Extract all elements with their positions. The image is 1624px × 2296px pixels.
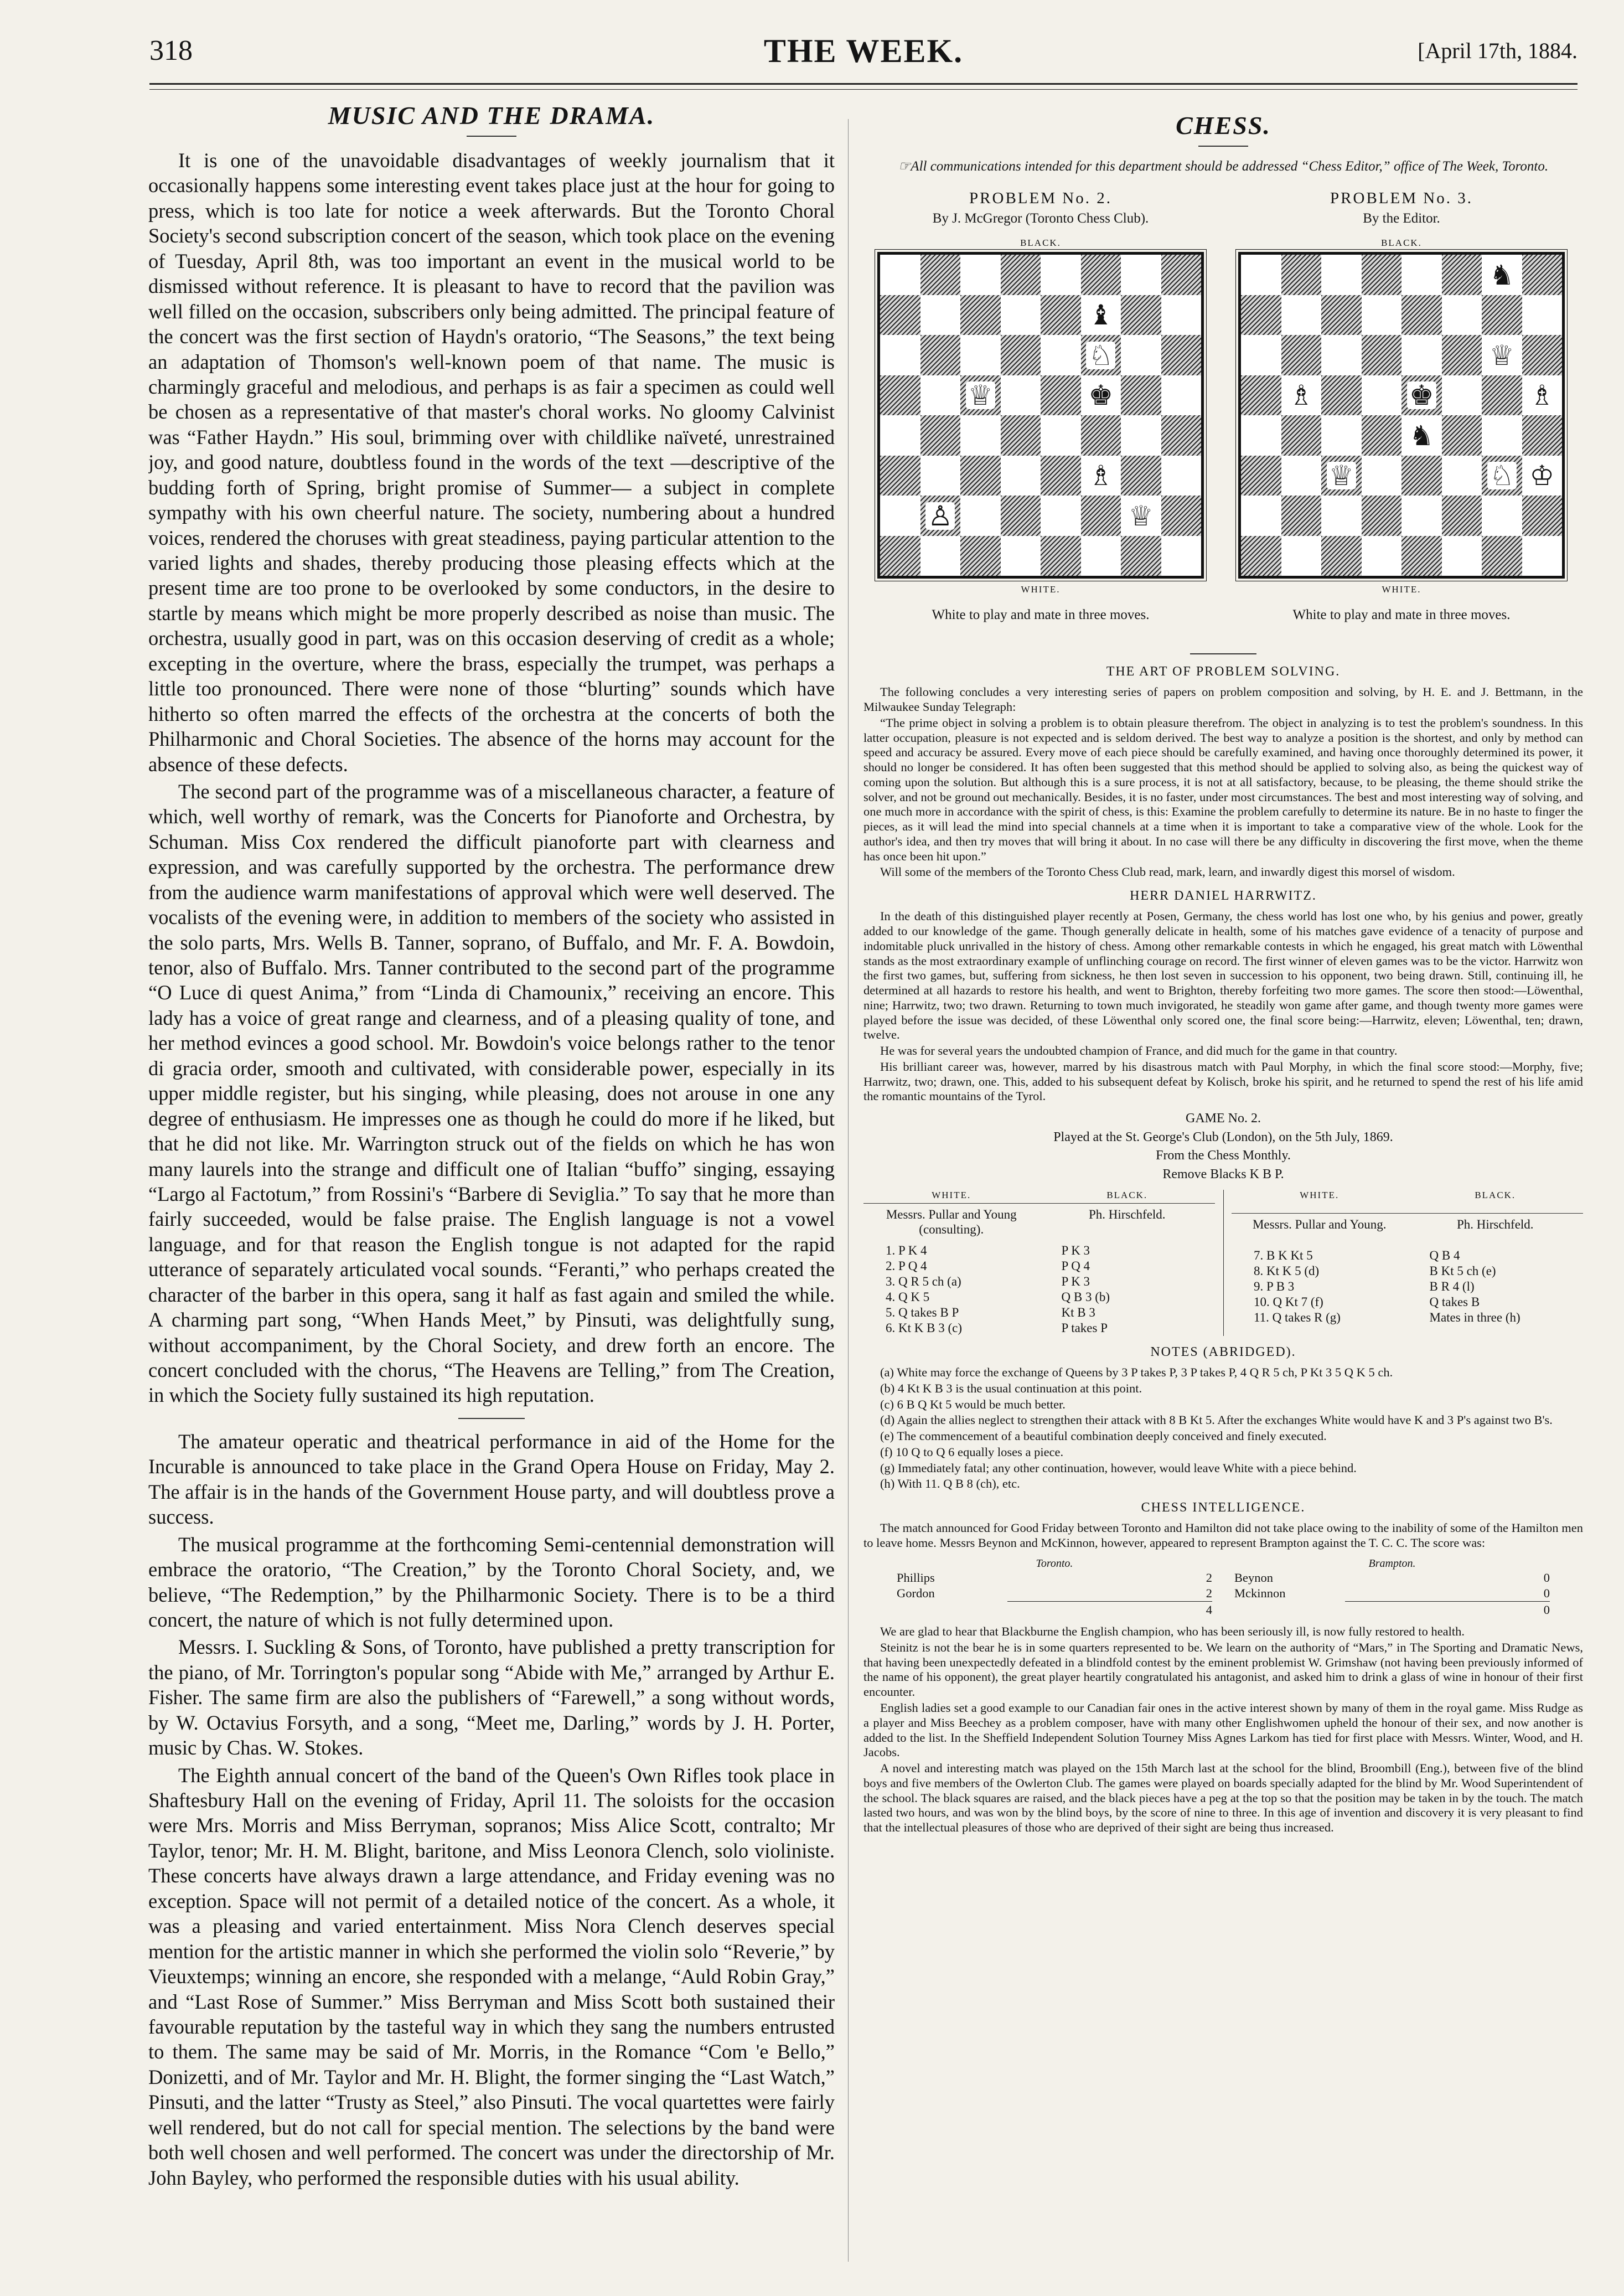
game-played: Played at the St. George's Club (London), on the 5th July, 1869. [1053, 1129, 1393, 1144]
board-square [1081, 295, 1121, 336]
board-square [1482, 536, 1522, 576]
player-score: 2 [1206, 1586, 1212, 1600]
move: 6. Kt K B 3 (c) [886, 1320, 962, 1335]
board-square [1362, 456, 1402, 496]
black-label: BLACK. [1381, 238, 1422, 249]
chess-piece-icon: ♝ [1086, 301, 1115, 329]
player-score: 2 [1206, 1570, 1212, 1585]
board-square [880, 536, 920, 576]
chess-piece-icon: ♘ [1086, 342, 1115, 369]
chess-piece-icon: ♔ [1527, 462, 1556, 489]
music-title: MUSIC AND THE DRAMA. [328, 101, 655, 130]
move: 2. P Q 4 [886, 1258, 927, 1273]
chess-piece-icon: ♞ [1407, 422, 1436, 450]
game-note: (c) 6 B Q Kt 5 would be much better. [880, 1397, 1066, 1411]
game-odds: Remove Blacks K B P. [1162, 1167, 1284, 1181]
chess-piece-icon: ♗ [1086, 462, 1115, 489]
board-square [1442, 456, 1482, 496]
black-player: Ph. Hirschfeld. [1088, 1207, 1166, 1221]
board-square [1321, 415, 1362, 456]
board-square [1281, 295, 1322, 336]
board-square [1121, 496, 1161, 536]
game-note: (a) White may force the exchange of Queens by 3 P takes P, 3 P takes P, 4 Q R 5 ch, P Kt 3 5 Q K 5 ch. [880, 1365, 1393, 1379]
game-score [863, 1190, 1583, 1336]
black-header: BLACK. [1408, 1190, 1584, 1214]
board-square [1161, 255, 1202, 295]
problem-author: By J. McGregor (Toronto Chess Club). [932, 211, 1149, 226]
issue-date: [April 17th, 1884. [1418, 38, 1578, 63]
move: 7. B K Kt 5 [1254, 1248, 1313, 1263]
board-square [920, 375, 961, 416]
chess-column [863, 111, 1583, 2259]
score-left [863, 1190, 1215, 1336]
section-rule [458, 1418, 525, 1419]
board-square [1522, 415, 1563, 456]
white-label: WHITE. [1021, 584, 1061, 595]
title-rule [467, 136, 516, 137]
move: 10. Q Kt 7 (f) [1254, 1295, 1323, 1309]
board-square [1482, 415, 1522, 456]
match-result [897, 1557, 1550, 1618]
game-note: (f) 10 Q to Q 6 equally loses a piece. [880, 1444, 1064, 1459]
board-square [1321, 295, 1362, 336]
board-square [1362, 536, 1402, 576]
board-square [1401, 456, 1442, 496]
move: 5. Q takes B P [886, 1305, 959, 1319]
problem-author: By the Editor. [1363, 211, 1440, 226]
board-square [1161, 415, 1202, 456]
art-paragraph: The following concludes a very interesting series of papers on problem composition and solving, by H. E. and J. Bettmann, in the Milwaukee Sunday Telegraph: [863, 685, 1583, 714]
board-square [1482, 295, 1522, 336]
music-paragraph: The second part of the programme was of a miscellaneous character, a feature of which, well worthy of remark, was the Concerts for Pianoforte and Orchestra, by Schuman. Miss Cox rendered the difficult pianoforte part with clearness and expression, and was carefully supported by the orchestra. The performance drew from the audience warm manifestations of approval which were well deserved. The vocalists of the evening were, in addition to members of the society who assisted in the solo parts, Mrs. Wells B. Tanner, soprano, of Buffalo, and Mr. F. A. Bowdoin, tenor, also of Buffalo. Mrs. Tanner contributed to the second part of the programme “O Luce di quest Anima,” from “Linda di Chamounix,” receiving an encore. This lady has a voice of great range and clearness, and of a pleasing quality of tone, and her method evinces a good school. Mr. Bowdoin's voice belongs rather to the tenor di gracia order, smooth and cultivated, with considerable power, especially in its upper middle register, but his singing, while pleasing, does not arouse in one any degree of enthusiasm. He impresses one as though he could do more if he liked, but that he did not like. Mr. Warrington struck out of the fields on which he has won many laurels into the strange and difficult one of Italian “buffo” singing, essaying “Largo al Factotum,” from Rossini's “Barbere di Seviglia.” To say that he more than fairly succeeded, would be false praise. The English language is not a vowel language, and for that reason the English tongue is not adapted for the rapid utterance of separately articulated vocal sounds. “Feranti,” who perhaps created the character of the barber in this opera, sang it half as fast again and smiled the while. A charming part song, “When Hands Meet,” by Pinsuti, was delightfully sung, without accompaniment, by the Choral Society, and drew forth an encore. The concert concluded with the chorus, “The Heavens are Telling,” from The Creation, in which the Society fully sustained its high reputation. [148, 780, 835, 1407]
brampton-result [1234, 1557, 1550, 1618]
board-square [1482, 375, 1522, 416]
game-title: GAME No. 2. [1186, 1111, 1261, 1126]
result-row [1234, 1570, 1550, 1586]
move: 9. P B 3 [1254, 1279, 1295, 1294]
board-square [1401, 496, 1442, 536]
board-square [1241, 295, 1281, 336]
board-square [1401, 375, 1442, 416]
white-header: WHITE. [1232, 1190, 1408, 1214]
board-square [1522, 295, 1563, 336]
board-square [1241, 536, 1281, 576]
player-name: Mckinnon [1234, 1586, 1286, 1600]
board-square [920, 456, 961, 496]
black-player: Ph. Hirschfeld. [1456, 1217, 1534, 1232]
move: 1. P K 4 [886, 1243, 927, 1257]
board-square [960, 496, 1001, 536]
black-header: BLACK. [1039, 1190, 1216, 1204]
game-note: (b) 4 Kt K B 3 is the usual continuation at this point. [880, 1381, 1142, 1395]
board-square [1161, 496, 1202, 536]
board-square [960, 335, 1001, 375]
intel-title: CHESS INTELLIGENCE. [1141, 1500, 1306, 1515]
game-note: (e) The commencement of a beautiful combination deeply conceived and finely executed. [880, 1429, 1327, 1443]
board-square [1041, 496, 1081, 536]
board-square [1081, 536, 1121, 576]
chess-piece-icon: ♕ [1487, 342, 1517, 369]
problems-area [863, 189, 1583, 643]
board-square [1362, 255, 1402, 295]
masthead-rule [149, 83, 1578, 90]
board-square [1281, 255, 1322, 295]
board-square [1482, 456, 1522, 496]
black-moves [1408, 1248, 1584, 1336]
board-square [920, 255, 961, 295]
harrwitz-paragraph: He was for several years the undoubted champion of France, and did much for the game in that country. [880, 1044, 1398, 1058]
board-square [1482, 496, 1522, 536]
board-square [1241, 335, 1281, 375]
board-square [1281, 456, 1322, 496]
board-square [1161, 456, 1202, 496]
editor-note: ☞All communications intended for this department should be addressed “Chess Editor,” office of The Week, Toronto. [898, 159, 1549, 174]
art-paragraph: Will some of the members of the Toronto Chess Club read, mark, learn, and inwardly digest this morsel of wisdom. [880, 865, 1455, 879]
masthead [149, 34, 1578, 79]
board-square [1041, 456, 1081, 496]
result-row [1234, 1586, 1550, 1601]
board-square [1241, 375, 1281, 416]
board-square [1161, 335, 1202, 375]
board-square [880, 335, 920, 375]
move: 3. Q R 5 ch (a) [886, 1274, 961, 1288]
chess-piece-icon: ♕ [1327, 462, 1356, 489]
game-note: (h) With 11. Q B 8 (ch), etc. [880, 1477, 1020, 1491]
board-square [1281, 375, 1322, 416]
board-square [1522, 496, 1563, 536]
board-square [1281, 496, 1322, 536]
board-square [1401, 255, 1442, 295]
player-name: Beynon [1234, 1570, 1273, 1585]
chess-piece-icon: ♗ [1286, 381, 1316, 409]
board-square [1522, 375, 1563, 416]
chess-piece-icon: ♘ [1487, 462, 1517, 489]
board-square [880, 295, 920, 336]
board-square [1001, 255, 1041, 295]
board-square [1161, 295, 1202, 336]
problem-caption: White to play and mate in three moves. [1292, 607, 1511, 623]
board-square [1321, 536, 1362, 576]
board-square [1041, 255, 1081, 295]
white-player: Messrs. Pullar and Young (consulting). [886, 1207, 1017, 1237]
chess-board [877, 252, 1204, 579]
chess-piece-icon: ♕ [966, 381, 995, 409]
board-square [960, 536, 1001, 576]
board-square [1041, 335, 1081, 375]
board-square [1522, 536, 1563, 576]
board-square [1001, 375, 1041, 416]
harrwitz-paragraph: His brilliant career was, however, marred by his disastrous match with Paul Morphy, in which the final score stood:—Morphy, five; Harrwitz, two; drawn, one. This, added to his subsequent defeat by Kolisch, broke his spirit, and he returned to spend the rest of his life amid the romantic mountains of the Tyrol. [863, 1059, 1583, 1103]
board-square [1321, 375, 1362, 416]
team-label: Toronto. [1036, 1557, 1073, 1570]
game-note: (d) Again the allies neglect to strengthen their attack with 8 B Kt 5. After the exchanges White would have K and 3 P's against two B's. [880, 1413, 1553, 1427]
music-paragraph: Messrs. I. Suckling & Sons, of Toronto, have published a pretty transcription for the piano, of Mr. Torrington's popular song “Abide with Me,” arranged by Arthur E. Fisher. The same firm are also the publishers of “Farewell,” a song without words, by W. Octavius Forsyth, and a song, “Meet me, Darling,” words by J. H. Porter, music by Chas. W. Stokes. [148, 1635, 835, 1760]
board-square [1001, 456, 1041, 496]
move: Mates in three (h) [1429, 1310, 1520, 1325]
move: P takes P [1061, 1320, 1108, 1335]
notes-title: NOTES (ABRIDGED). [1150, 1345, 1296, 1359]
move: P Q 4 [1061, 1258, 1090, 1273]
board-square [1161, 536, 1202, 576]
board-square [1241, 415, 1281, 456]
move: Q takes B [1429, 1295, 1480, 1309]
chess-board [1238, 252, 1565, 579]
move: Kt B 3 [1061, 1305, 1095, 1319]
board-square [1321, 255, 1362, 295]
board-square [1281, 335, 1322, 375]
toronto-result [897, 1557, 1212, 1618]
game-note: (g) Immediately fatal; any other continuation, however, would leave White with a piece behind. [880, 1461, 1357, 1475]
board-square [920, 496, 961, 536]
white-moves [1232, 1248, 1408, 1336]
board-square [1001, 335, 1041, 375]
board-square [1442, 415, 1482, 456]
board-square [1161, 375, 1202, 416]
game-heading [863, 1110, 1583, 1184]
board-square [1041, 415, 1081, 456]
score-right [1232, 1190, 1583, 1336]
board-square [1522, 335, 1563, 375]
board-square [1321, 456, 1362, 496]
board-square [1121, 536, 1161, 576]
board-square [1401, 295, 1442, 336]
art-paragraph: “The prime object in solving a problem is to obtain pleasure therefrom. The object in analyzing is to test the problem's soundness. In this latter occupation, pleasure is not expected and is seldom derived. The best way to analyze a position is the shortest, and only by method can speed and accuracy be assured. Every move of each piece should be carefully examined, and having once thoroughly determined its power, it should no longer be considered. It has often been suggested that this method should be applied to solving also, as being the quickest way of coming upon the solution. But although this is a sure process, it is not at all satisfactory, because, to be pleasing, the theme should strike the solver, and not be ground out mechanically. Besides, it is no faster, under most circumstances. The best and most interesting way of solving, and one much more in accordance with the spirit of chess, is this: Examine the problem carefully to determine its nature. Be in no haste to finger the pieces, as it will lead the mind into special channels at a time when it is important to take a comparative view of the whole. Look for the author's idea, and then try moves that will bring it about. In no case will there be any difficulty in discovering the first move, when the theme has once been hit upon.” [863, 715, 1583, 863]
board-square [880, 375, 920, 416]
team-total: 4 [1007, 1601, 1212, 1618]
white-moves [863, 1243, 1039, 1336]
move: P K 3 [1061, 1243, 1090, 1257]
board-square [1041, 536, 1081, 576]
board-square [1001, 295, 1041, 336]
music-column [148, 101, 835, 2249]
board-square [1442, 536, 1482, 576]
art-title: THE ART OF PROBLEM SOLVING. [1106, 664, 1341, 679]
board-square [880, 415, 920, 456]
intel-paragraph: We are glad to hear that Blackburne the English champion, who has been seriously ill, is now fully restored to health. [880, 1624, 1465, 1639]
board-square [1442, 255, 1482, 295]
board-square [920, 536, 961, 576]
problem-2 [875, 189, 1207, 623]
board-square [1321, 335, 1362, 375]
move: Q B 3 (b) [1061, 1289, 1110, 1304]
board-square [1081, 415, 1121, 456]
board-square [1001, 496, 1041, 536]
board-square [1241, 496, 1281, 536]
board-square [1401, 415, 1442, 456]
move: P K 3 [1061, 1274, 1090, 1288]
player-name: Phillips [897, 1570, 935, 1585]
board-square [1362, 415, 1402, 456]
board-square [1522, 255, 1563, 295]
board-square [1121, 375, 1161, 416]
board-square [880, 255, 920, 295]
board-square [1321, 496, 1362, 536]
white-label: WHITE. [1382, 584, 1421, 595]
chess-piece-icon: ♞ [1487, 261, 1517, 289]
board-square [1081, 255, 1121, 295]
board-square [920, 295, 961, 336]
board-square [1081, 335, 1121, 375]
board-square [1482, 335, 1522, 375]
board-square [1522, 456, 1563, 496]
intel-paragraph: The match announced for Good Friday between Toronto and Hamilton did not take place owing to the inability of some of the Hamilton men to leave home. Messrs Beynon and McKinnon, however, appeared to represent Brampton against the T. C. C. The score was: [863, 1521, 1583, 1550]
board-square [1121, 255, 1161, 295]
board-square [1401, 536, 1442, 576]
board-square [1001, 415, 1041, 456]
column-divider [848, 119, 849, 2262]
move: 11. Q takes R (g) [1254, 1310, 1341, 1325]
problem-title: PROBLEM No. 3. [1330, 189, 1473, 208]
board-square [1362, 496, 1402, 536]
board-square [1121, 415, 1161, 456]
board-square [1442, 295, 1482, 336]
board-square [1442, 496, 1482, 536]
section-rule [1190, 653, 1256, 654]
move: 8. Kt K 5 (d) [1254, 1264, 1320, 1278]
board-square [1001, 536, 1041, 576]
board-square [1241, 456, 1281, 496]
white-header: WHITE. [863, 1190, 1039, 1204]
board-square [880, 496, 920, 536]
game-source: From the Chess Monthly. [1156, 1148, 1291, 1163]
player-name: Gordon [897, 1586, 935, 1600]
player-score: 0 [1543, 1570, 1550, 1585]
team-total: 0 [1345, 1601, 1550, 1618]
board-square [1041, 295, 1081, 336]
intel-paragraph: English ladies set a good example to our Canadian fair ones in the active interest shown by many of them in the royal game. Miss Rudge as a player and Miss Beechey as a problem composer, have with many other Englishwomen upheld the honour of their sex, and now another is added to the list. In the Sheffield Independent Solution Tourney Miss Agnes Larkom has tied for first place with Messrs. Winter, Wood, and H. Jacobs. [863, 1700, 1583, 1760]
board-square [1081, 375, 1121, 416]
board-square [1362, 335, 1402, 375]
board-square [1081, 496, 1121, 536]
problem-title: PROBLEM No. 2. [969, 189, 1112, 208]
chess-piece-icon: ♕ [1126, 502, 1156, 530]
board-square [1281, 536, 1322, 576]
board-square [920, 335, 961, 375]
board-square [960, 375, 1001, 416]
publication-title: THE WEEK. [763, 33, 964, 69]
chess-piece-icon: ♗ [1527, 381, 1556, 409]
title-rule [1198, 146, 1248, 147]
harrwitz-paragraph: In the death of this distinguished player recently at Posen, Germany, the chess world has lost one who, by his genius and power, greatly added to our knowledge of the game. Though generally delicate in health, some of his matches gave evidence of a tenacity of purpose and indomitable pluck unrivalled in the history of chess. Among other remarkable contests in which he engaged, his great match with Löwenthal stands as the most extraordinary example of unflinching courage on record. The first winner of eleven games was to be the victor. Harrwitz won the first two games, but, suffering from sickness, he then lost seven in succession to his opponent, two being drawn. Still, continuing ill, he determined at all hazards to restore his health, and went to Brighton, thereby forfeiting two more games. The score then stood:—Löwenthal, nine; Harrwitz, two; two drawn. Returning to town much invigorated, he steadily won game after game, and though twenty more games were played before the issue was decided, of these Löwenthal only scored one, the final score being:—Harrwitz, eleven; Löwenthal, ten; drawn, twelve. [863, 909, 1583, 1042]
chess-piece-icon: ♚ [1407, 381, 1436, 409]
move: Q B 4 [1429, 1248, 1460, 1263]
music-paragraph: The amateur operatic and theatrical performance in aid of the Home for the Incurable is announced to take place in the Grand Opera House on Friday, May 2. The affair is in the hands of the Government House party, and will doubtless prove a success. [148, 1430, 835, 1529]
board-square [960, 255, 1001, 295]
board-square [1362, 375, 1402, 416]
player-score: 0 [1543, 1586, 1550, 1600]
chess-title: CHESS. [1176, 111, 1271, 140]
result-row [897, 1586, 1212, 1601]
music-paragraph: It is one of the unavoidable disadvantages of weekly journalism that it occasionally happens some interesting event takes place just at the hour for going to press, which is too late for notice a week afterwards. But the Toronto Choral Society's second subscription concert of the season, which took place on the evening of Tuesday, April 8th, was too important an event in the musical world to be dismissed without reference. It is pleasant to have to record that the pavilion was well filled on the occasion, subscribers only being admitted. The principal feature of the concert was the first section of Haydn's oratorio, “The Seasons,” the text being an adaptation of Thomson's well-known poem of that name. The music is charmingly graceful and melodious, and perhaps is as fair a specimen as could well be chosen as a representative of that master's choral works. No gloomy Calvinist was “Father Haydn.” His soul, brimming over with childlike naïveté, unrestrained joy, and good nature, doubtless found in the words of the text —descriptive of the budding forth of Spring, bright promise of Summer— a subject in complete sympathy with his own cheerful nature. The society, numbering about a hundred voices, rendered the choruses with great steadiness, paying particular attention to the varied lights and shades, thereby producing those pleasing effects which at the present time are too prone to be overlooked by some conductors, in the desire to startle by means which might be more properly described as noise than music. The orchestra, usually good in part, was on this occasion deserving of credit as a whole; excepting in the overture, where the brass, especially the trumpet, was perhaps a little too pronounced. There were none of those “blurting” sounds which have hitherto so often marred the effects of the orchestra at the concerts of both the Philharmonic and Choral Societies. The absence of the horns may account for the absence of these defects. [148, 149, 835, 776]
music-paragraph: The Eighth annual concert of the band of the Queen's Own Rifles took place in Shaftesbury Hall on the evening of Friday, April 11. The soloists for the occasion were Mrs. Morris and Miss Berryman, sopranos; Miss Alice Scott, contralto; Mr Taylor, tenor; Mr. H. M. Blight, baritone, and Miss Leonora Clench, solo violiniste. These concerts have always drawn a large attendance, and Friday evening was no exception. Space will not permit of a detailed notice of the concert. As a whole, it was a pleasing and varied entertainment. Miss Nora Clench deserves special mention for the artistic manner in which she performed the violin solo “Reverie,” by Vieuxtemps; winning an encore, she responded with a melange, “Auld Robin Gray,” and “Last Rose of Summer.” Miss Berryman and Miss Scott both sustained their favourable reputation by the tasteful way in which they sang the numbers entrusted to them. The same may be said of Mr. Morris, in the Romance “Com 'e Bello,” Donizetti, and of Mr. Taylor and Mr. H. Blight, the former singing the “Last Watch,” Pinsuti, and the latter “Trusty as Steel,” also Pinsuti. The vocal quartettes were fairly well rendered, but do not call for special mention. The selections by the band were both well chosen and well performed. The concert was under the directorship of Mr. John Bayley, who performed the responsible duties with his usual ability. [148, 1763, 835, 2189]
board-square [960, 456, 1001, 496]
chess-piece-icon: ♙ [925, 502, 955, 530]
board-square [1442, 375, 1482, 416]
move: B Kt 5 ch (e) [1429, 1264, 1496, 1278]
intel-paragraph: Steinitz is not the bear he is in some quarters represented to be. We learn on the authority of “Mars,” in The Sporting and Dramatic News, that having been unexpectedly defeated in a blindfold contest by the eminent problemist W. Grimshaw (not having been previously informed of the name of his opponent), the great player heartily congratulated his antagonist, and asked him to drink a glass of wine in honour of their first encounter. [863, 1640, 1583, 1699]
board-square [1121, 335, 1161, 375]
intel-paragraph: A novel and interesting match was played on the 15th March last at the school for the blind, Broombill (Eng.), between five of the blind boys and five members of the Owlerton Club. The games were played on boards specially adapted for the blind by Mr. Wood Superintendent of the school. The black squares are raised, and the black pieces have a peg at the top so that the position may be taken in by the touch. The match lasted two hours, and was won by the blind boys, by the score of nine to three. In this age of invention and discovery it is very pleasant to find that the intellectual pleasures of those who are deprived of their sight are being thus increased. [863, 1761, 1583, 1835]
board-square [1442, 335, 1482, 375]
music-paragraph: The musical programme at the forthcoming Semi-centennial demonstration will embrace the oratorio, “The Creation,” by the Toronto Choral Society, and, we believe, “The Redemption,” by the Philharmonic Society. There is to be a third concert, the nature of which is not fully determined upon. [148, 1533, 835, 1631]
black-label: BLACK. [1020, 238, 1061, 249]
board-square [1041, 375, 1081, 416]
board-square [960, 415, 1001, 456]
move: 4. Q K 5 [886, 1289, 930, 1304]
board-square [1401, 335, 1442, 375]
harrwitz-title: HERR DANIEL HARRWITZ. [1130, 889, 1317, 904]
board-square [880, 456, 920, 496]
board-square [1081, 456, 1121, 496]
move: B R 4 (l) [1429, 1279, 1475, 1294]
board-square [1241, 255, 1281, 295]
board-square [1362, 295, 1402, 336]
board-square [1121, 456, 1161, 496]
white-player: Messrs. Pullar and Young. [1252, 1217, 1387, 1232]
board-square [1121, 295, 1161, 336]
problem-3 [1235, 189, 1568, 623]
board-square [1281, 415, 1322, 456]
board-square [920, 415, 961, 456]
board-square [1482, 255, 1522, 295]
problem-caption: White to play and mate in three moves. [932, 607, 1150, 623]
board-square [960, 295, 1001, 336]
team-label: Brampton. [1368, 1557, 1416, 1570]
chess-piece-icon: ♚ [1086, 381, 1115, 409]
result-row [897, 1570, 1212, 1586]
page-number: 318 [149, 35, 193, 66]
black-moves [1039, 1243, 1216, 1336]
